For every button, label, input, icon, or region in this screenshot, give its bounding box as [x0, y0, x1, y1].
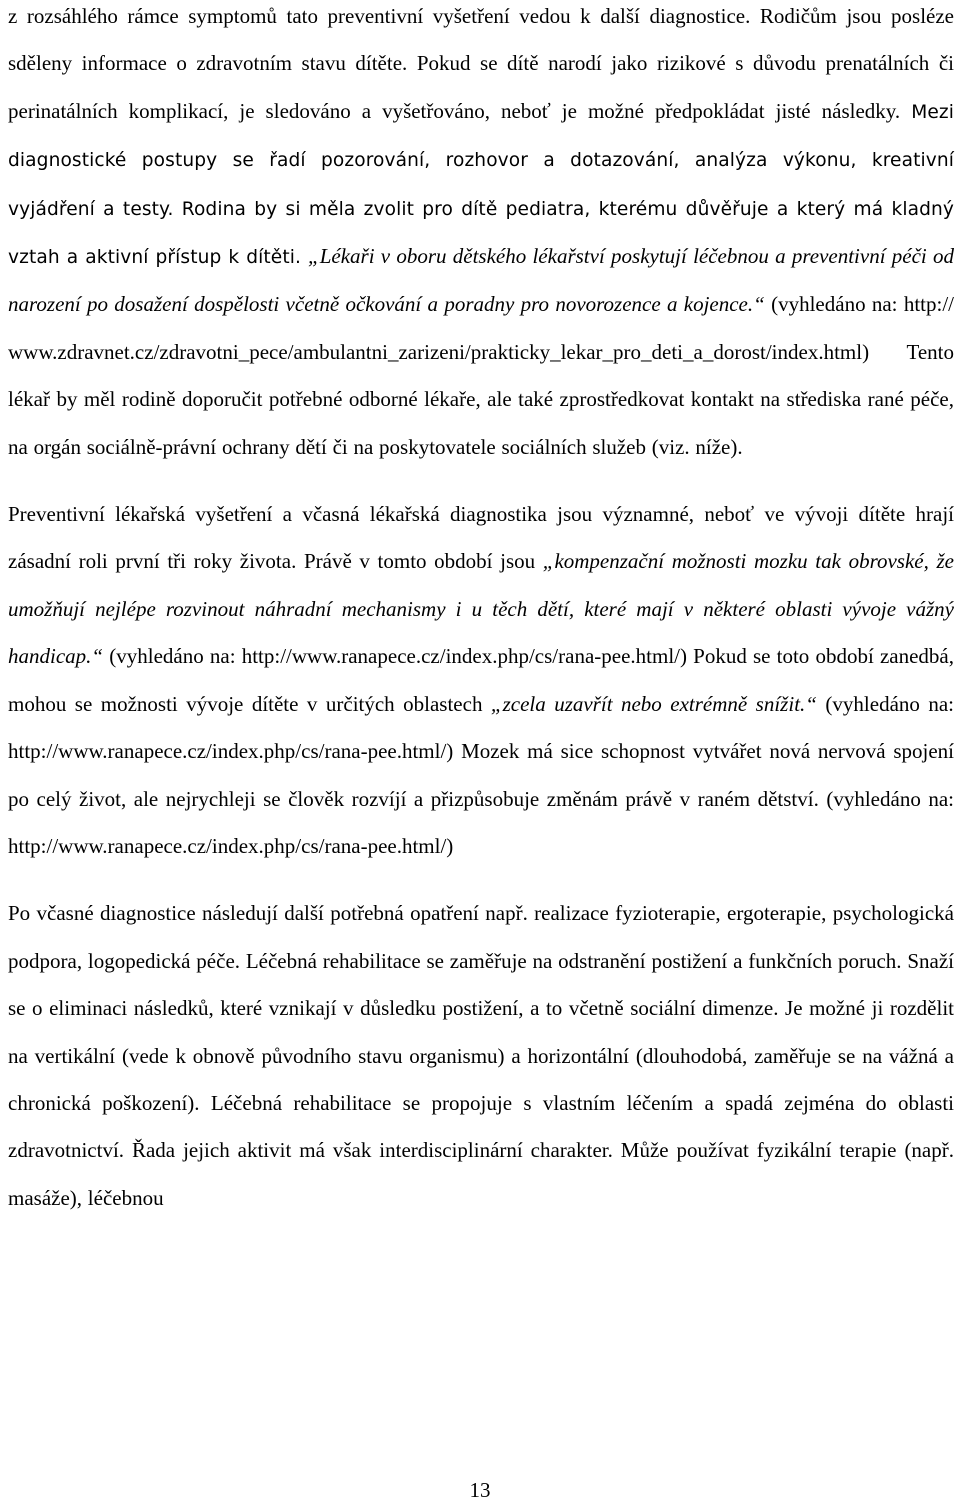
- text-segment-sans: Mezi diagnostické postupy se řadí pozorování, rozhovor a dotazování, analýza výkonu, kreativní vyjádření a testy. Rodina by si měla zvolit pro dítě pediatra, kterému důvěřuje a který má kladný vztah a aktivní přístup k dítěti.: [8, 101, 954, 269]
- text-segment: (vyhledáno na: http://www.ranapece.cz/index.php/cs/rana-pee.html/) Mozek má sice schopnost vytvářet nová nervová spojení po celý život, ale nejrychleji se člověk rozvíjí a přizpůsobuje změnám právě v raném dětství. (vyhledáno na: http://www.ranapece.cz/index.php/cs/rana-pee.html/): [8, 691, 955, 858]
- text-segment: (vyhledáno na: http://www.ranapece.cz/index.php/cs/rana-pee.html/) Pokud se toto období zanedbá, mohou se možnosti vývoje dítěte v určitých oblastech: [8, 644, 954, 716]
- quote-italic: „kompenzační možnosti mozku tak obrovské, že umožňují nejlépe rozvinout náhradní mechanismy i u těch dětí, které mají v některé oblasti vývoje vážný handicap.“: [8, 549, 954, 669]
- quote-italic: „Lékaři v oboru dětského lékařství poskytují léčebnou a preventivní péči od narození po dosažení dospělosti včetně očkování a poradny pro novorozence a kojence.“: [8, 244, 954, 317]
- document-body: [8, 0, 954, 1222]
- text-segment: Po včasné diagnostice následují další potřebná opatření např. realizace fyzioterapie, ergoterapie, psychologická podpora, logopedická péče. Léčebná rehabilitace se zaměřuje na odstranění postižení a funkčních poruch. Snaží se o eliminaci následků, které vznikají v důsledku postižení, a to včetně sociální dimenze. Je možné ji rozdělit na vertikální (vede k obnově původního stavu organismu) a horizontální (dlouhodobá, zaměřuje se na vážná a chronická poškození). Léčebná rehabilitace se propojuje s vlastním léčením a spadá zejména do oblasti zdravotnictví. Řada jejich aktivit má však interdisciplinární charakter. Může používat fyzikální terapie (např. masáže), léčebnou: [8, 901, 954, 1210]
- citation-url: http://www.zdravnet.cz/zdravotni_pece/ambulantni_zarizeni/prakticky_lekar_pro_deti_a_dorost/index.html: [8, 292, 955, 364]
- page-number: 13: [469, 1478, 491, 1502]
- text-segment: Preventivní lékařská vyšetření a včasná lékařská diagnostika jsou významné, neboť ve vývoji dítěte hrají zásadní roli první tři roky života. Právě v tomto období jsou: [8, 502, 954, 574]
- text-segment: ) Tento lékař by měl rodině doporučit potřebné odborné lékaře, ale také zprostředkovat kontakt na střediska rané péče, na orgán sociálně-právní ochrany dětí či na poskytovatele sociálních služeb (viz. níže).: [8, 339, 954, 459]
- text-segment: z rozsáhlého rámce symptomů tato preventivní vyšetření vedou k další diagnostice. Rodičům jsou posléze sděleny informace o zdravotním stavu dítěte. Pokud se dítě narodí jako rizikové s důvodu prenatálních či perinatálních komplikací, je sledováno a vyšetřováno, neboť je možné předpokládat jisté následky.: [8, 4, 954, 123]
- paragraph-rehabilitation: [8, 890, 954, 1222]
- paragraph-early-care: [8, 491, 954, 870]
- text-segment: (vyhledáno na:: [764, 292, 904, 317]
- paragraph-diagnostics: [8, 0, 954, 471]
- quote-italic: „zcela uzavřít nebo extrémně snížit.“: [490, 691, 817, 716]
